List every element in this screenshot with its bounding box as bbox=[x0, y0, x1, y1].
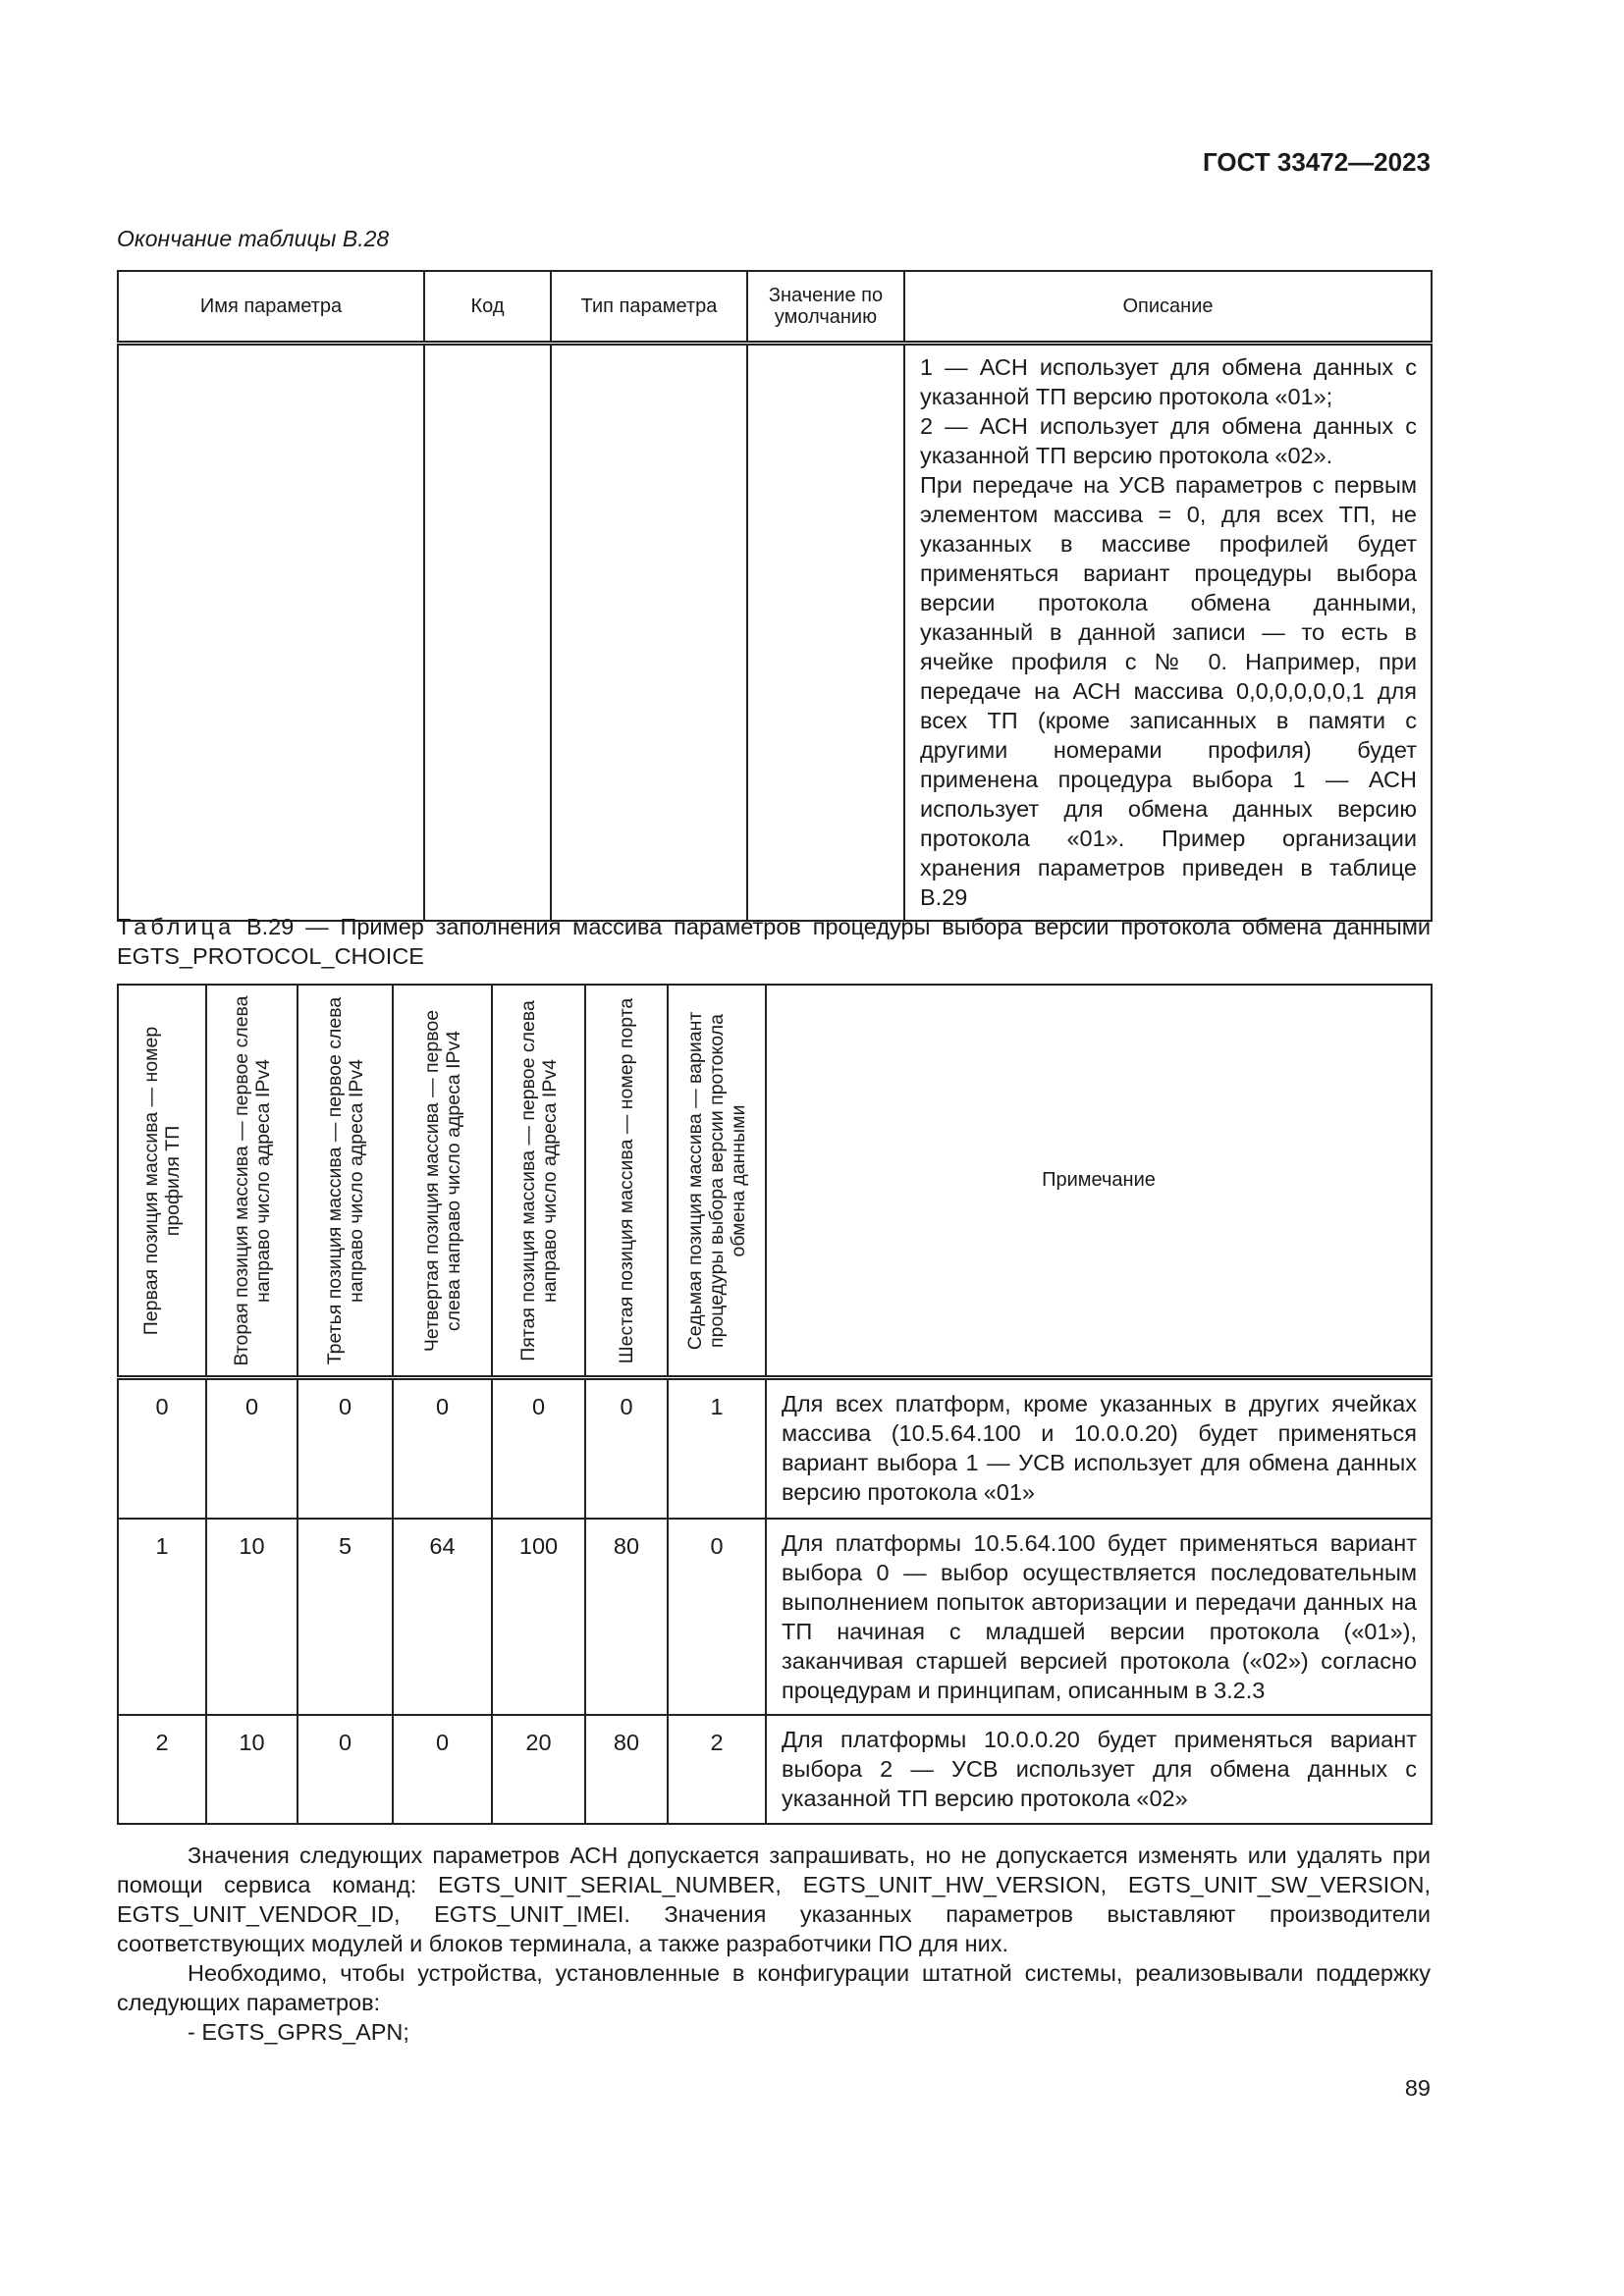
table-header-row bbox=[118, 271, 1432, 344]
table-cell: 100 bbox=[492, 1519, 585, 1715]
param-type-cell bbox=[551, 344, 747, 922]
column-header: Код bbox=[424, 271, 551, 344]
table-cell: 80 bbox=[585, 1715, 668, 1824]
table-cell: 0 bbox=[585, 1378, 668, 1519]
page-number: 89 bbox=[1404, 2075, 1431, 2101]
paragraph: Необходимо, чтобы устройства, установленные в конфигурации штатной системы, реализовывали поддержку следующих параметров: bbox=[117, 1960, 1431, 2015]
table-b29 bbox=[117, 984, 1433, 1825]
table-cell: 10 bbox=[206, 1715, 298, 1824]
table-cell: 2 bbox=[668, 1715, 766, 1824]
list-item: - EGTS_GPRS_APN; bbox=[188, 2019, 409, 2045]
column-header bbox=[206, 985, 298, 1378]
table-cell: 0 bbox=[393, 1378, 492, 1519]
table-row bbox=[118, 1378, 1432, 1519]
column-header-text: Четвертая позиция массива — первое слева направо число адреса IPv4 bbox=[420, 1009, 464, 1352]
table-cell: 0 bbox=[298, 1715, 393, 1824]
column-header-text: Шестая позиция массива — номер порта bbox=[616, 997, 637, 1363]
note-cell: Для всех платформ, кроме указанных в других ячейках массива (10.5.64.100 и 10.0.0.20) будет применяться вариант выбора 1 — УСВ использует для обмена данных версию протокола «01» bbox=[766, 1378, 1432, 1519]
column-header-note: Примечание bbox=[766, 985, 1432, 1378]
table-header-row bbox=[118, 985, 1432, 1378]
table-cell: 1 bbox=[668, 1378, 766, 1519]
table-row bbox=[118, 1715, 1432, 1824]
table-continuation-caption: Окончание таблицы В.28 bbox=[117, 226, 390, 251]
table-b29-caption bbox=[117, 912, 1431, 971]
table-b28-end bbox=[117, 270, 1433, 922]
table-cell: 5 bbox=[298, 1519, 393, 1715]
table-cell: 80 bbox=[585, 1519, 668, 1715]
column-header bbox=[298, 985, 393, 1378]
column-header: Описание bbox=[904, 271, 1432, 344]
table-row bbox=[118, 1519, 1432, 1715]
table-row bbox=[118, 344, 1432, 922]
column-header-text: Седьмая позиция массива — вариант процедуры выбора версии протокола обмена данными bbox=[684, 1011, 749, 1350]
column-header: Тип параметра bbox=[551, 271, 747, 344]
body-text bbox=[117, 1841, 1431, 2047]
column-header bbox=[668, 985, 766, 1378]
column-header-text: Третья позиция массива — первое слева направо число адреса IPv4 bbox=[323, 996, 367, 1364]
table-cell: 0 bbox=[668, 1519, 766, 1715]
table-cell: 1 bbox=[118, 1519, 206, 1715]
table-cell: 20 bbox=[492, 1715, 585, 1824]
note-cell: Для платформы 10.5.64.100 будет применяться вариант выбора 0 — выбор осуществляется последовательным выполнением попыток авторизации и передачи данных на ТП начиная с младшей версии протокола («01»), заканчивая старшей версией протокола («02») согласно процедурам и принципам, описанным в 3.2.3 bbox=[766, 1519, 1432, 1715]
column-header bbox=[492, 985, 585, 1378]
standard-number: ГОСТ 33472—2023 bbox=[1203, 147, 1431, 177]
column-header bbox=[585, 985, 668, 1378]
table-cell: 0 bbox=[393, 1715, 492, 1824]
description-line: При передаче на УСВ параметров с первым элементом массива = 0, для всех ТП, не указанных в массиве профилей будет применяться вариант процедуры выбора версии протокола обмена данными, указанный в данной записи — то есть в ячейке профиля с № 0. Например, при передаче на АСН массива 0,0,0,0,0,0,1 для всех ТП (кроме записанных в памяти с другими номерами профиля) будет применена процедура выбора 1 — АСН использует для обмена данных версию протокола «01». Пример организации хранения параметров приведен в таблице В.29 bbox=[920, 472, 1417, 910]
param-default-cell bbox=[747, 344, 904, 922]
param-name-cell bbox=[118, 344, 424, 922]
table-cell: 0 bbox=[206, 1378, 298, 1519]
table-cell: 64 bbox=[393, 1519, 492, 1715]
description-line: 1 — АСН использует для обмена данных с указанной ТП версию протокола «01»; bbox=[920, 354, 1417, 409]
param-code-cell bbox=[424, 344, 551, 922]
table-cell: 2 bbox=[118, 1715, 206, 1824]
table-cell: 0 bbox=[118, 1378, 206, 1519]
table-caption-text: В.29 — Пример заполнения массива параметров процедуры выбора версии протокола обмена данными EGTS_PROTOCOL_CHOICE bbox=[117, 914, 1431, 969]
paragraph: Значения следующих параметров АСН допускается запрашивать, но не допускается изменять или удалять при помощи сервиса команд: EGTS_UNIT_SERIAL_NUMBER, EGTS_UNIT_HW_VERSION, EGTS_UNIT_SW_VERSION, EGTS_UNIT_VENDOR_ID, EGTS_UNIT_IMEI. Значения указанных параметров выставляют производители соответствующих модулей и блоков терминала, а также разработчики ПО для них. bbox=[117, 1842, 1431, 1956]
column-header: Имя параметра bbox=[118, 271, 424, 344]
table-caption-label: Таблица bbox=[117, 914, 236, 939]
note-cell: Для платформы 10.0.0.20 будет применяться вариант выбора 2 — УСВ использует для обмена данных с указанной ТП версию протокола «02» bbox=[766, 1715, 1432, 1824]
table-cell: 10 bbox=[206, 1519, 298, 1715]
column-header bbox=[393, 985, 492, 1378]
description-line: 2 — АСН использует для обмена данных с указанной ТП версию протокола «02». bbox=[920, 413, 1417, 468]
param-description-cell bbox=[904, 344, 1432, 922]
column-header bbox=[118, 985, 206, 1378]
column-header: Значение по умолчанию bbox=[747, 271, 904, 344]
column-header-text: Вторая позиция массива — первое слева направо число адреса IPv4 bbox=[230, 994, 274, 1366]
column-header-text: Первая позиция массива — номер профиля ТП bbox=[140, 1026, 184, 1335]
table-cell: 0 bbox=[298, 1378, 393, 1519]
column-header-text: Пятая позиция массива — первое слева направо число адреса IPv4 bbox=[516, 999, 561, 1362]
table-cell: 0 bbox=[492, 1378, 585, 1519]
